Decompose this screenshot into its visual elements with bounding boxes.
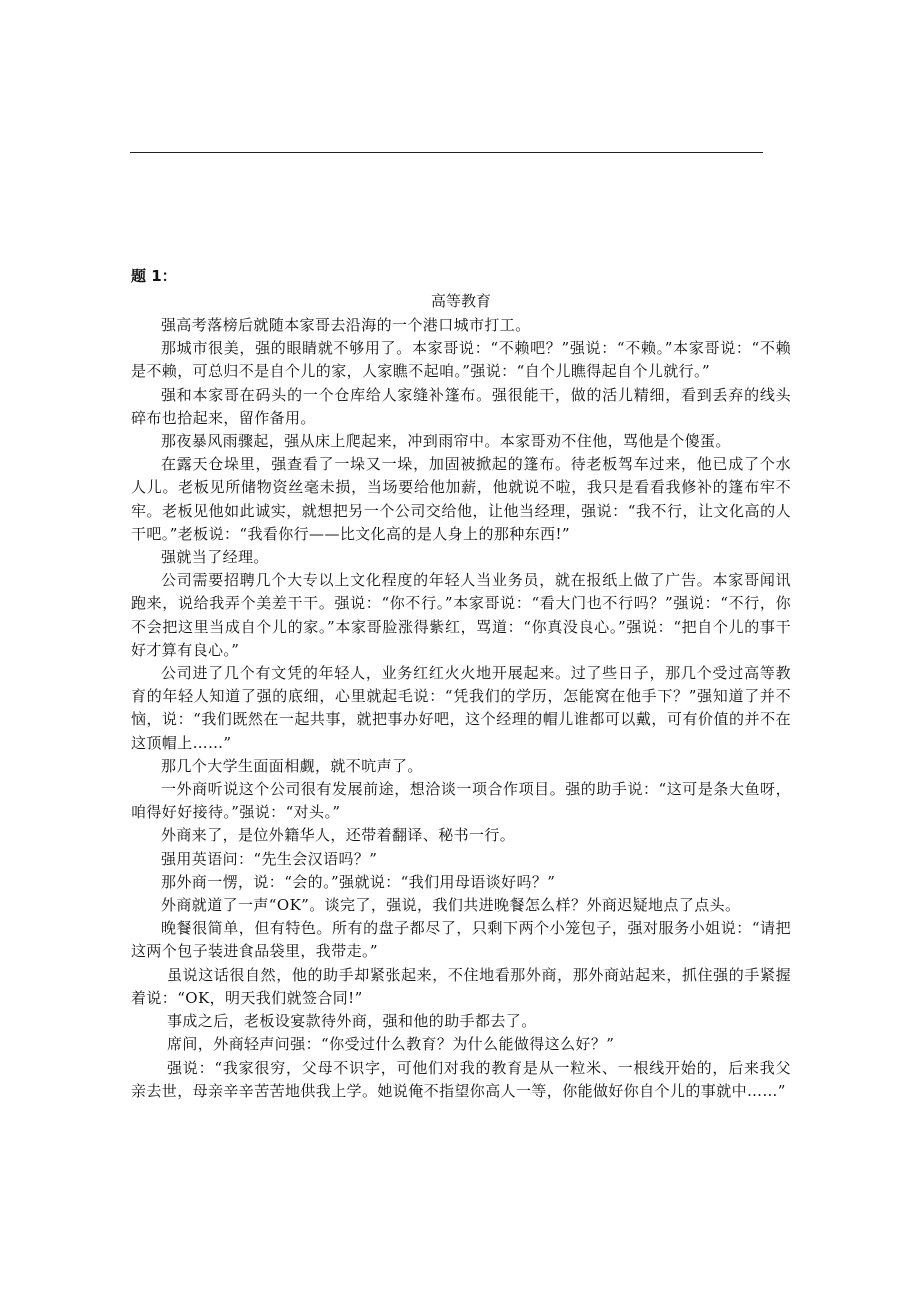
paragraph: 强用英语问：“先生会汉语吗？” <box>161 849 378 868</box>
header-divider <box>130 152 763 153</box>
document-body <box>131 264 791 1103</box>
paragraph: 强和本家哥在码头的一个仓库给人家缝补篷布。强很能干，做的活儿精细，看到丢弃的线头碎布也拾起来，留作备用。 <box>131 385 791 427</box>
story-title: 高等教育 <box>430 292 491 310</box>
paragraph: 那外商一愣，说：“会的。”强就说：“我们用母语谈好吗？” <box>161 872 556 891</box>
paragraph: 外商就道了一声“OK”。谈完了，强说，我们共进晚餐怎么样？外商迟疑地点了点头。 <box>161 896 741 915</box>
paragraph: 事成之后，老板设宴款待外商，强和他的助手都去了。 <box>167 1012 537 1031</box>
paragraph: 那城市很美，强的眼睛就不够用了。本家哥说：“不赖吧？”强说：“不赖。”本家哥说：“不赖是不赖，可总归不是自个儿的家，人家瞧不起咱。”强说：“自个儿瞧得起自个儿就行。” <box>131 339 791 381</box>
paragraph: 席间，外商轻声问强：“你受过什么教育？为什么能做得这么好？” <box>167 1035 615 1054</box>
paragraph: 那夜暴风雨骤起，强从床上爬起来，冲到雨帘中。本家哥劝不住他，骂他是个傻蛋。 <box>161 432 731 451</box>
paragraph: 虽说这话很自然，他的助手却紧张起来，不住地看那外商，那外商站起来，抓住强的手紧握着说：“OK，明天我们就签合同!” <box>131 965 791 1007</box>
paragraph: 强就当了经理。 <box>161 548 269 567</box>
paragraph: 公司需要招聘几个大专以上文化程度的年轻人当业务员，就在报纸上做了广告。本家哥闻讯跑来，说给我弄个美差干干。强说：“你不行。”本家哥说：“看大门也不行吗？”强说：“不行，你不会把这里当成自个儿的家。”本家哥脸涨得紫红，骂道：“你真没良心。”强说：“把自个儿的事干好才算有良心。” <box>131 571 791 659</box>
paragraph: 外商来了，是位外籍华人，还带着翻译、秘书一行。 <box>161 826 516 845</box>
paragraph: 强说：“我家很穷，父母不识字，可他们对我的教育是从一粒米、一根线开始的，后来我父亲去世，母亲辛辛苦苦地供我上学。她说俺不指望你高人一等，你能做好你自个儿的事就中……” <box>131 1058 791 1100</box>
paragraph: 晚餐很简单，但有特色。所有的盘子都尽了，只剩下两个小笼包子，强对服务小姐说：“请把这两个包子装进食品袋里，我带走。” <box>131 919 791 961</box>
paragraph: 强高考落榜后就随本家哥去沿海的一个港口城市打工。 <box>161 316 531 334</box>
paragraph: 在露天仓垛里，强查看了一垛又一垛，加固被掀起的篷布。待老板驾车过来，他已成了个水人儿。老板见所储物资丝毫未损，当场要给他加薪，他就说不啦，我只是看看我修补的篷布牢不牢。老板见他如此诚实，就想把另一个公司交给他，让他当经理，强说：“我不行，让文化高的人干吧。”老板说：“我看你行——比文化高的是人身上的那种东西!” <box>131 455 791 543</box>
question-label: 题 1： <box>131 267 177 285</box>
paragraph: 公司进了几个有文凭的年轻人，业务红红火火地开展起来。过了些日子，那几个受过高等教育的年轻人知道了强的底细，心里就起毛说：“凭我们的学历，怎能窝在他手下？”强知道了并不恼，说：“我们既然在一起共事，就把事办好吧，这个经理的帽儿谁都可以戴，可有价值的并不在这顶帽上……” <box>131 664 791 752</box>
paragraph: 一外商听说这个公司很有发展前途，想洽谈一项合作项目。强的助手说：“这可是条大鱼呀，咱得好好接待。”强说：“对头。” <box>131 780 791 822</box>
paragraph: 那几个大学生面面相觑，就不吭声了。 <box>161 756 423 775</box>
